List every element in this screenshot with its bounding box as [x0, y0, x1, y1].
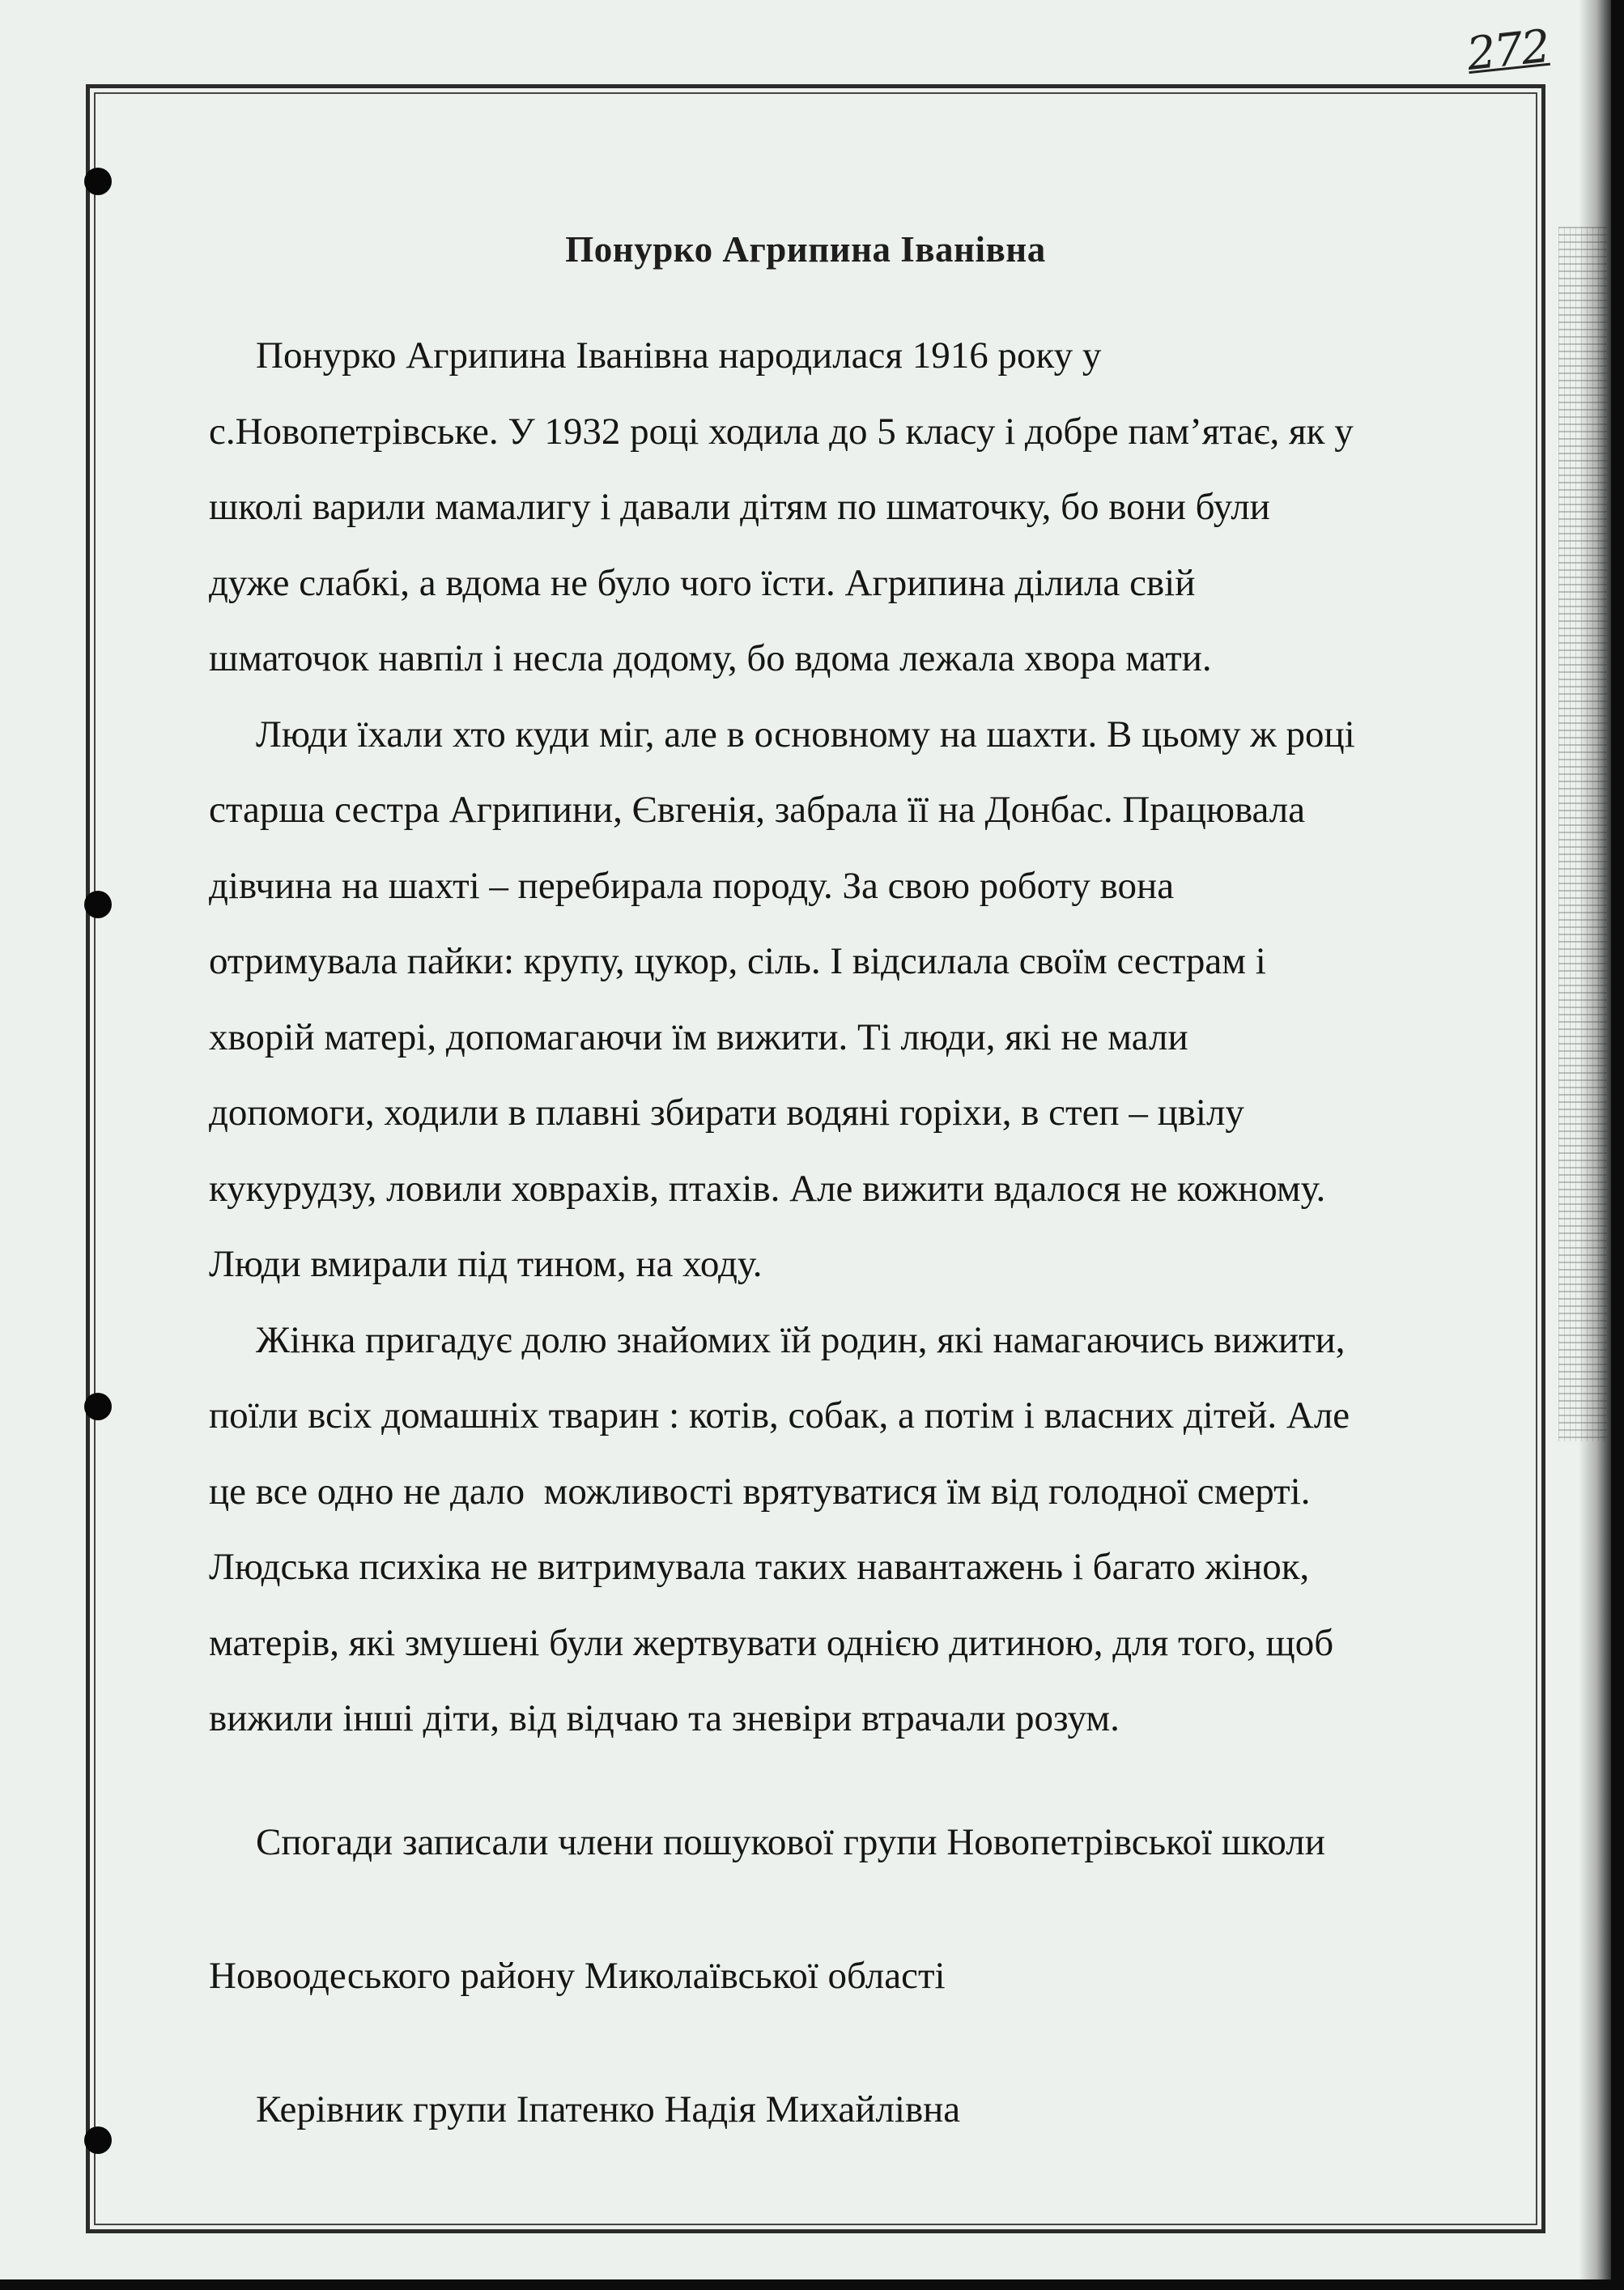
text-line: хворій матері, допомагаючи їм вижити. Ті люди, які не мали: [209, 1015, 1188, 1058]
punch-hole: [84, 1393, 112, 1420]
punch-hole: [84, 2126, 112, 2154]
text-line: старша сестра Агрипини, Євгенія, забрала її на Донбас. Працювала: [209, 789, 1306, 831]
text-line: школі варили мамалигу і давали дітям по шматочку, бо вони були: [209, 486, 1270, 528]
text-line: поїли всіх домашніх тварин : котів, собак, а потім і власних дітей. Але: [209, 1394, 1350, 1437]
handwritten-page-number: 272: [1464, 19, 1552, 82]
paragraph-1: [209, 318, 1504, 697]
closing-signature: Керівник групи Іпатенко Надія Михайлівна: [256, 2088, 961, 2130]
scan-noise: [1558, 227, 1607, 1441]
text-line: отримувала пайки: крупу, цукор, сіль. І відсилала своїм сестрам і: [209, 940, 1266, 982]
text-line: Люди їхали хто куди міг, але в основному на шахти. В цьому ж році: [256, 713, 1355, 756]
text-line: Людська психіка не витримувала таких навантажень і багато жінок,: [209, 1546, 1310, 1588]
document-title: Понурко Агрипина Іванівна: [565, 229, 1046, 270]
text-line: Люди вмирали під тином, на ходу.: [209, 1243, 763, 1285]
text-line: кукурудзу, ловили ховрахів, птахів. Але вижити вдалося не кожному.: [209, 1167, 1326, 1210]
document-body: [209, 318, 1504, 1757]
closing-note: [209, 1731, 1325, 2221]
text-line: допомоги, ходили в плавні збирати водяні горіхи, в степ – цвілу: [209, 1092, 1244, 1134]
paragraph-3: [209, 1303, 1504, 1757]
text-line: дуже слабкі, а вдома не було чого їсти. Агрипина ділила свій: [209, 561, 1196, 604]
closing-line: Новоодеського району Миколаївської області: [209, 1955, 946, 1997]
closing-line: Спогади записали члени пошукової групи Новопетрівської школи: [256, 1821, 1325, 1863]
text-line: с.Новопетрівське. У 1932 році ходила до 5 класу і добре пам’ятає, як у: [209, 410, 1354, 453]
text-line: вижили інші діти, від відчаю та зневіри втрачали розум.: [209, 1697, 1120, 1739]
text-line: це все одно не дало можливості врятуватися їм від голодної смерті.: [209, 1470, 1311, 1513]
text-line: шматочок навпіл і несла додому, бо вдома лежала хвора мати.: [209, 637, 1212, 679]
paragraph-2: [209, 697, 1504, 1303]
text-line: дівчина на шахті – перебирала породу. За свою роботу вона: [209, 864, 1175, 907]
text-line: Понурко Агрипина Іванівна народилася 1916 року у: [256, 334, 1102, 377]
text-line: матерів, які змушені були жертвувати однією дитиною, для того, щоб: [209, 1621, 1334, 1664]
text-line: Жінка пригадує долю знайомих їй родин, які намагаючись вижити,: [256, 1318, 1346, 1361]
punch-hole: [84, 168, 112, 195]
punch-hole: [84, 891, 112, 918]
